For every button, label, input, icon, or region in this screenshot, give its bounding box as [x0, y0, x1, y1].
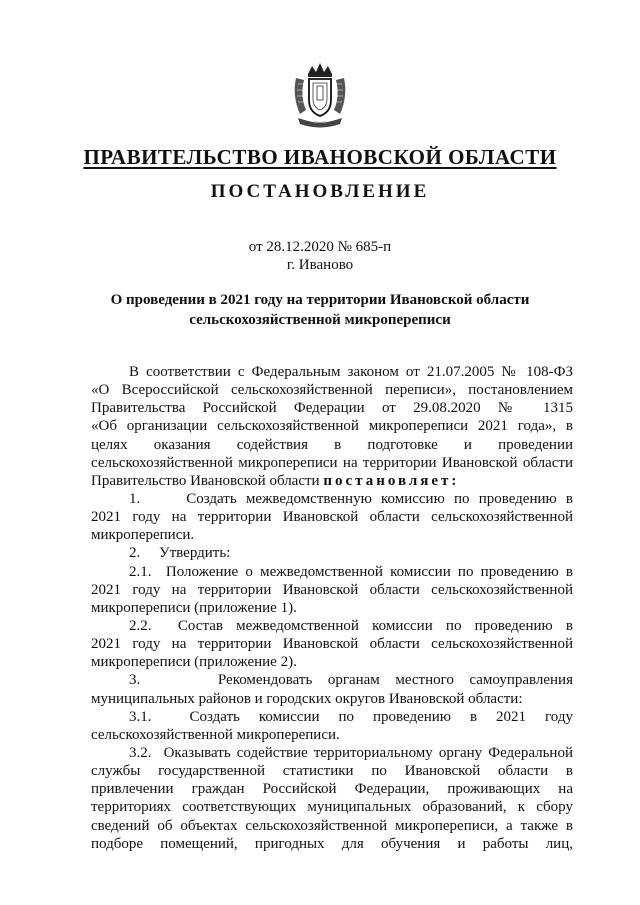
body-text: Правительство Ивановской области — [91, 472, 324, 489]
body-line: «Об организации сельскохозяйственной микропереписи 2021 года», в — [91, 418, 573, 435]
body-line: сельскохозяйственной микропереписи на территории Ивановской области — [91, 454, 573, 471]
body-line: микропереписи (приложение 2). — [91, 654, 297, 671]
body-line: подборе помещений, пригодных для обучения и работы лиц, — [91, 835, 573, 852]
title-line: О проведении в 2021 году на территории Ивановской области — [110, 292, 530, 308]
body-line: микропереписи (приложение 1). — [91, 599, 297, 616]
item-2-1: 2.1. Положение о межведомственной комиссии по проведению в — [129, 563, 573, 580]
item-3-2: 3.2. Оказывать содействие территориальному органу Федеральной — [129, 744, 573, 761]
document-city: г. Иваново — [286, 257, 354, 273]
body-line: муниципальных районов и городских округов Ивановской области: — [91, 690, 523, 707]
body-line: микропереписи. — [91, 527, 195, 544]
body-line: целях оказания содействия в подготовке и проведении — [91, 436, 573, 453]
coat-of-arms-icon — [288, 60, 352, 132]
item-2: 2. Утвердить: — [129, 545, 231, 562]
organization-name: ПРАВИТЕЛЬСТВО ИВАНОВСКОЙ ОБЛАСТИ — [83, 145, 557, 169]
item-2-2: 2.2. Состав межведомственной комиссии по проведению в — [129, 617, 573, 634]
item-1: 1. Создать межведомственную комиссию по проведению в — [129, 490, 573, 507]
body-line: «О Всероссийской сельскохозяйственной переписи», постановлением — [91, 382, 573, 399]
body-line: 2021 году на территории Ивановской области сельскохозяйственной — [91, 509, 573, 526]
document-date-number: от 28.12.2020 № 685-п — [248, 239, 392, 255]
resolution-keyword: постановляет: — [323, 472, 460, 489]
body-line — [91, 472, 573, 490]
body-line: сельскохозяйственной микропереписи. — [91, 726, 340, 743]
item-3: 3. Рекомендовать органам местного самоуправления — [129, 672, 573, 689]
document-body — [91, 363, 573, 853]
document-type: ПОСТАНОВЛЕНИЕ — [210, 181, 430, 202]
title-line: сельскохозяйственной микропереписи — [189, 312, 451, 328]
body-line: 2021 году на территории Ивановской области сельскохозяйственной — [91, 581, 573, 598]
item-3-1: 3.1. Создать комиссии по проведению в 2021 году — [129, 708, 573, 725]
body-line: В соответствии с Федеральным законом от 21.07.2005 № 108-ФЗ — [129, 364, 573, 380]
body-line: сведений об объектах сельскохозяйственной микропереписи, а также в — [91, 817, 573, 834]
body-line: 2021 году на территории Ивановской области сельскохозяйственной — [91, 636, 573, 653]
body-line: территориях соответствующих муниципальных образований, к сбору — [91, 799, 573, 816]
body-line: привлечении граждан Российской Федерации, проживающих на — [91, 781, 573, 798]
body-line: службы государственной статистики по Ивановской области в — [91, 763, 573, 780]
body-line: Правительства Российской Федерации от 29.08.2020 № 1315 — [91, 400, 573, 417]
document-title — [88, 290, 552, 330]
